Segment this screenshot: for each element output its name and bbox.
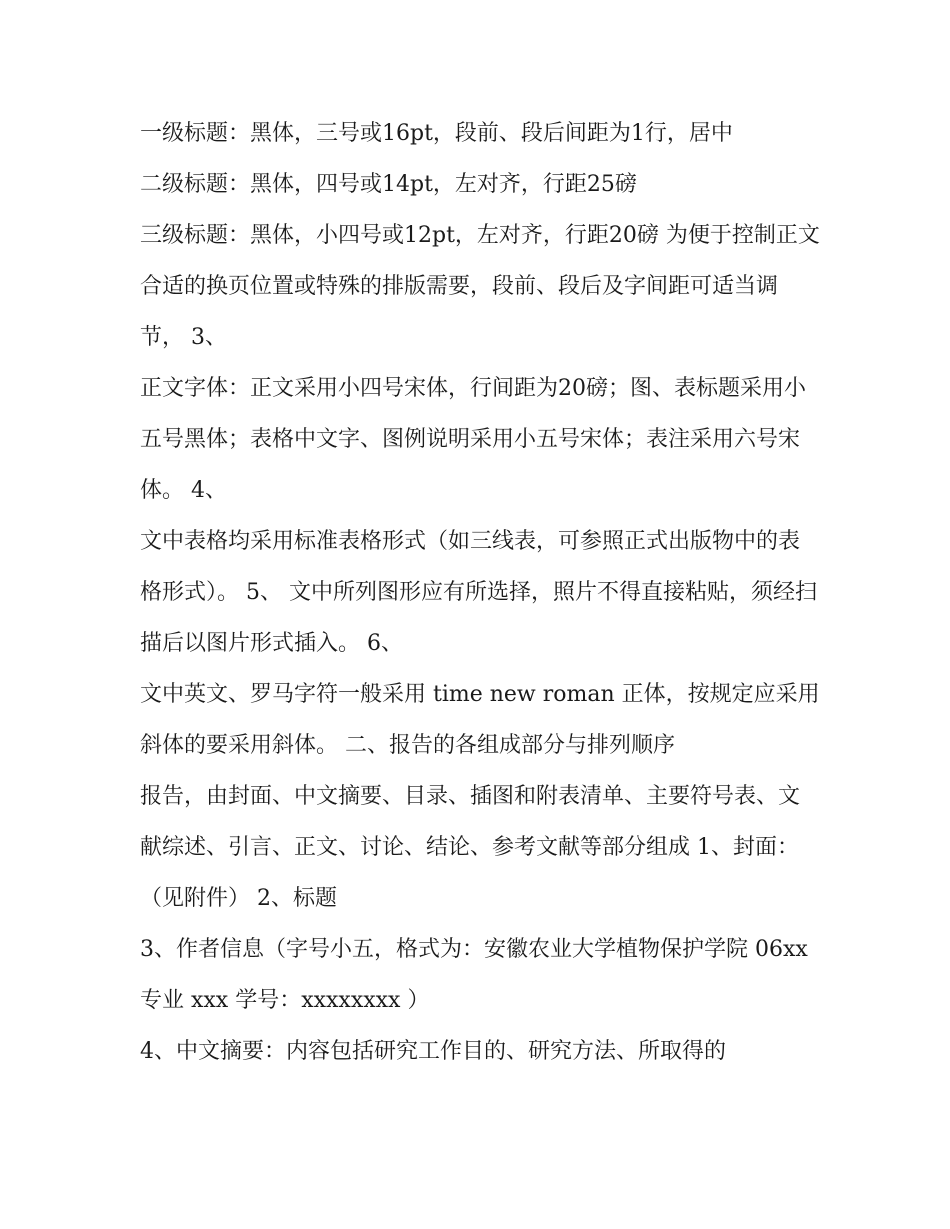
paragraph-heading-level-2: 二级标题：黑体，四号或14pt，左对齐，行距25磅 <box>140 172 637 197</box>
paragraph-english-characters: 文中英文、罗马字符一般采用 time new roman 正体，按规定应采用斜体的要采用斜体。 二、报告的各组成部分与排列顺序 <box>140 682 820 758</box>
document-body <box>140 108 820 1077</box>
paragraph-heading-level-3: 三级标题：黑体，小四号或12pt，左对齐，行距20磅 为便于控制正文合适的换页位置或特殊的排版需要，段前、段后及字间距可适当调节， 3、 <box>140 223 820 350</box>
paragraph-author-info: 3、作者信息（字号小五，格式为：安徽农业大学植物保护学院 06xx 专业 xxx 学号：xxxxxxxx ） <box>140 937 808 1013</box>
paragraph-body-font: 正文字体：正文采用小四号宋体，行间距为20磅；图、表标题采用小五号黑体；表格中文字、图例说明采用小五号宋体；表注采用六号宋体。 4、 <box>140 376 806 503</box>
paragraph-heading-level-1: 一级标题：黑体，三号或16pt，段前、段后间距为1行，居中 <box>140 121 733 146</box>
paragraph-tables-figures: 文中表格均采用标准表格形式（如三线表，可参照正式出版物中的表格形式）。 5、 文中所列图形应有所选择，照片不得直接粘贴，须经扫描后以图片形式插入。 6、 <box>140 529 817 656</box>
paragraph-report-structure: 报告，由封面、中文摘要、目录、插图和附表清单、主要符号表、文献综述、引言、正文、讨论、结论、参考文献等部分组成 1、封面：（见附件） 2、标题 <box>140 784 801 911</box>
paragraph-chinese-abstract: 4、中文摘要：内容包括研究工作目的、研究方法、所取得的 <box>140 1039 726 1064</box>
